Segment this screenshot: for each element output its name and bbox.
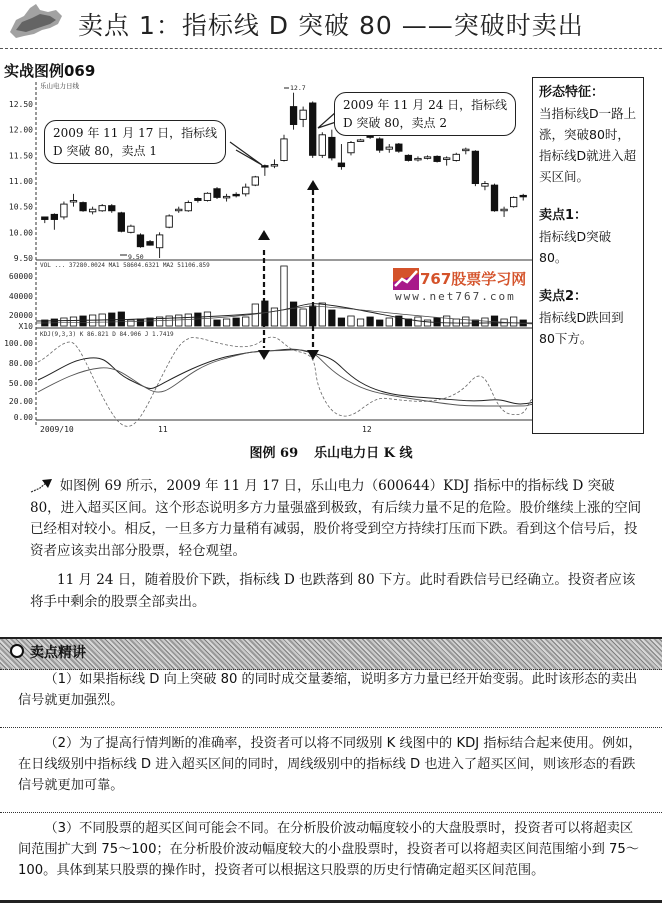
section-title: 卖点精讲: [10, 642, 86, 662]
svg-text:80.00: 80.00: [8, 359, 33, 368]
svg-text:12.7: 12.7: [290, 84, 306, 92]
pattern-description: 当指标线D一路上涨，突破80时，指标线D就进入超买区间。: [539, 106, 637, 184]
rising-chart-logo-icon: [393, 268, 419, 290]
svg-text:12.50: 12.50: [8, 100, 33, 109]
watermark-url: www.net767.com: [395, 290, 516, 303]
svg-text:9.50: 9.50: [13, 254, 33, 263]
sell-point-2-heading: 卖点2：: [539, 289, 588, 304]
pattern-features-box: [532, 77, 644, 434]
svg-text:0.00: 0.00: [13, 413, 33, 422]
callout-sell-point-1: [44, 120, 226, 164]
svg-text:40000: 40000: [8, 292, 33, 301]
sell-point-1-description: 指标线D突破80。: [539, 229, 612, 265]
section-header-bar: [0, 637, 662, 670]
circle-bullet-icon: [10, 644, 24, 658]
svg-text:10.00: 10.00: [8, 228, 33, 238]
svg-text:11.50: 11.50: [8, 151, 33, 161]
svg-text:11: 11: [158, 425, 168, 434]
bottom-rule: [0, 900, 662, 903]
body-paragraph-1: 如图例 69 所示，2009 年 11 月 17 日，乐山电力（600644）KDJ 指标中的指标线 D 突破 80，进入超买区间。这个形态说明多方力量强盛到极致，有后续力量不足的危险。股价继续上涨的空间已经相对较小。相反，一旦多方力量稍有减弱，股价将受到空方持续打压而下跌。看到这个信号后，投资者应该卖出部分股票，轻仓观望。: [30, 478, 642, 559]
watermark-title: 767股票学习网: [420, 270, 527, 288]
svg-text:60000: 60000: [8, 272, 33, 281]
dotted-divider: [0, 727, 662, 728]
key-point-1: （1）如果指标线 D 向上突破 80 的同时成交量萎缩，说明多方力量已经开始变弱。此时该形态的卖出信号就更加强烈。: [18, 672, 638, 708]
callout-sell-2-line2: D 突破 80，卖点 2: [343, 116, 447, 130]
svg-text:11.00: 11.00: [8, 177, 33, 186]
svg-text:KDJ(9,3,3) K 86.821 D 84.906: KDJ(9,3,3) K 86.821 D 84.906 J 1.7419: [40, 331, 174, 338]
callout-sell-1-line1: 2009 年 11 月 17 日，指标线: [53, 126, 218, 140]
svg-text:VOL ... 37280.0024 MA1 5860: VOL ... 37280.0024 MA1 58604.6321 MA2 51106.859: [40, 262, 210, 269]
figure-caption: [0, 442, 662, 461]
svg-text:12.00: 12.00: [8, 125, 33, 135]
dotted-divider: [0, 812, 662, 813]
svg-text:10.50: 10.50: [8, 202, 33, 212]
pattern-heading: 形态特征：: [539, 85, 605, 100]
svg-text:20.00: 20.00: [8, 397, 33, 406]
svg-text:50.00: 50.00: [8, 379, 33, 388]
svg-text:12: 12: [362, 425, 372, 434]
case-label: 实战图例069: [4, 62, 96, 80]
page-title: 卖点 1：指标线 D 突破 80 ——突破时卖出: [78, 11, 584, 40]
figure-name: 乐山电力日 K 线: [314, 446, 413, 461]
sell-point-1-heading: 卖点1：: [539, 208, 588, 223]
callout-sell-2-line1: 2009 年 11 月 24 日，指标线: [343, 98, 508, 112]
svg-text:100.00: 100.00: [4, 339, 33, 348]
figure-number: 图例 69: [249, 446, 299, 461]
callout-sell-1-line2: D 突破 80，卖点 1: [53, 144, 157, 158]
body-paragraph-2: 11 月 24 日，随着股价下跌，指标线 D 也跌落到 80 下方。此时看跌信号已经确立。投资者应该将手中剩余的股票全部卖出。: [30, 572, 636, 610]
svg-text:20000: 20000: [8, 311, 33, 320]
callout-sell-point-2: [334, 92, 516, 136]
svg-text:2009/10: 2009/10: [40, 425, 74, 434]
sell-point-2-description: 指标线D跌回到80下方。: [539, 310, 624, 346]
header-divider: [0, 48, 662, 49]
bull-illustration-icon: [6, 2, 68, 40]
stock-name-label: 乐山电力日线: [40, 82, 79, 90]
svg-text:X10: X10: [18, 322, 33, 331]
key-point-2: （2）为了提高行情判断的准确率，投资者可以将不同级别 K 线图中的 KDJ 指标结合起来使用。例如，在日线级别中指标线 D 进入超买区间的同时，周线级别中的指标线 D 也进入了超买区间，则该形态的看跌信号就更加可靠。: [18, 736, 642, 793]
key-point-3: （3）不同股票的超买区间可能会不同。在分析股价波动幅度较小的大盘股票时，投资者可以将超卖区间范围扩大到 75～100；在分析股价波动幅度较大的小盘股票时，投资者可以将超卖区间范围缩小到 75～100。具体到某只股票的操作时，投资者可以根据这只股票的历史行情确定超买区间范围。: [18, 821, 639, 878]
svg-text:9.50: 9.50: [128, 253, 144, 261]
